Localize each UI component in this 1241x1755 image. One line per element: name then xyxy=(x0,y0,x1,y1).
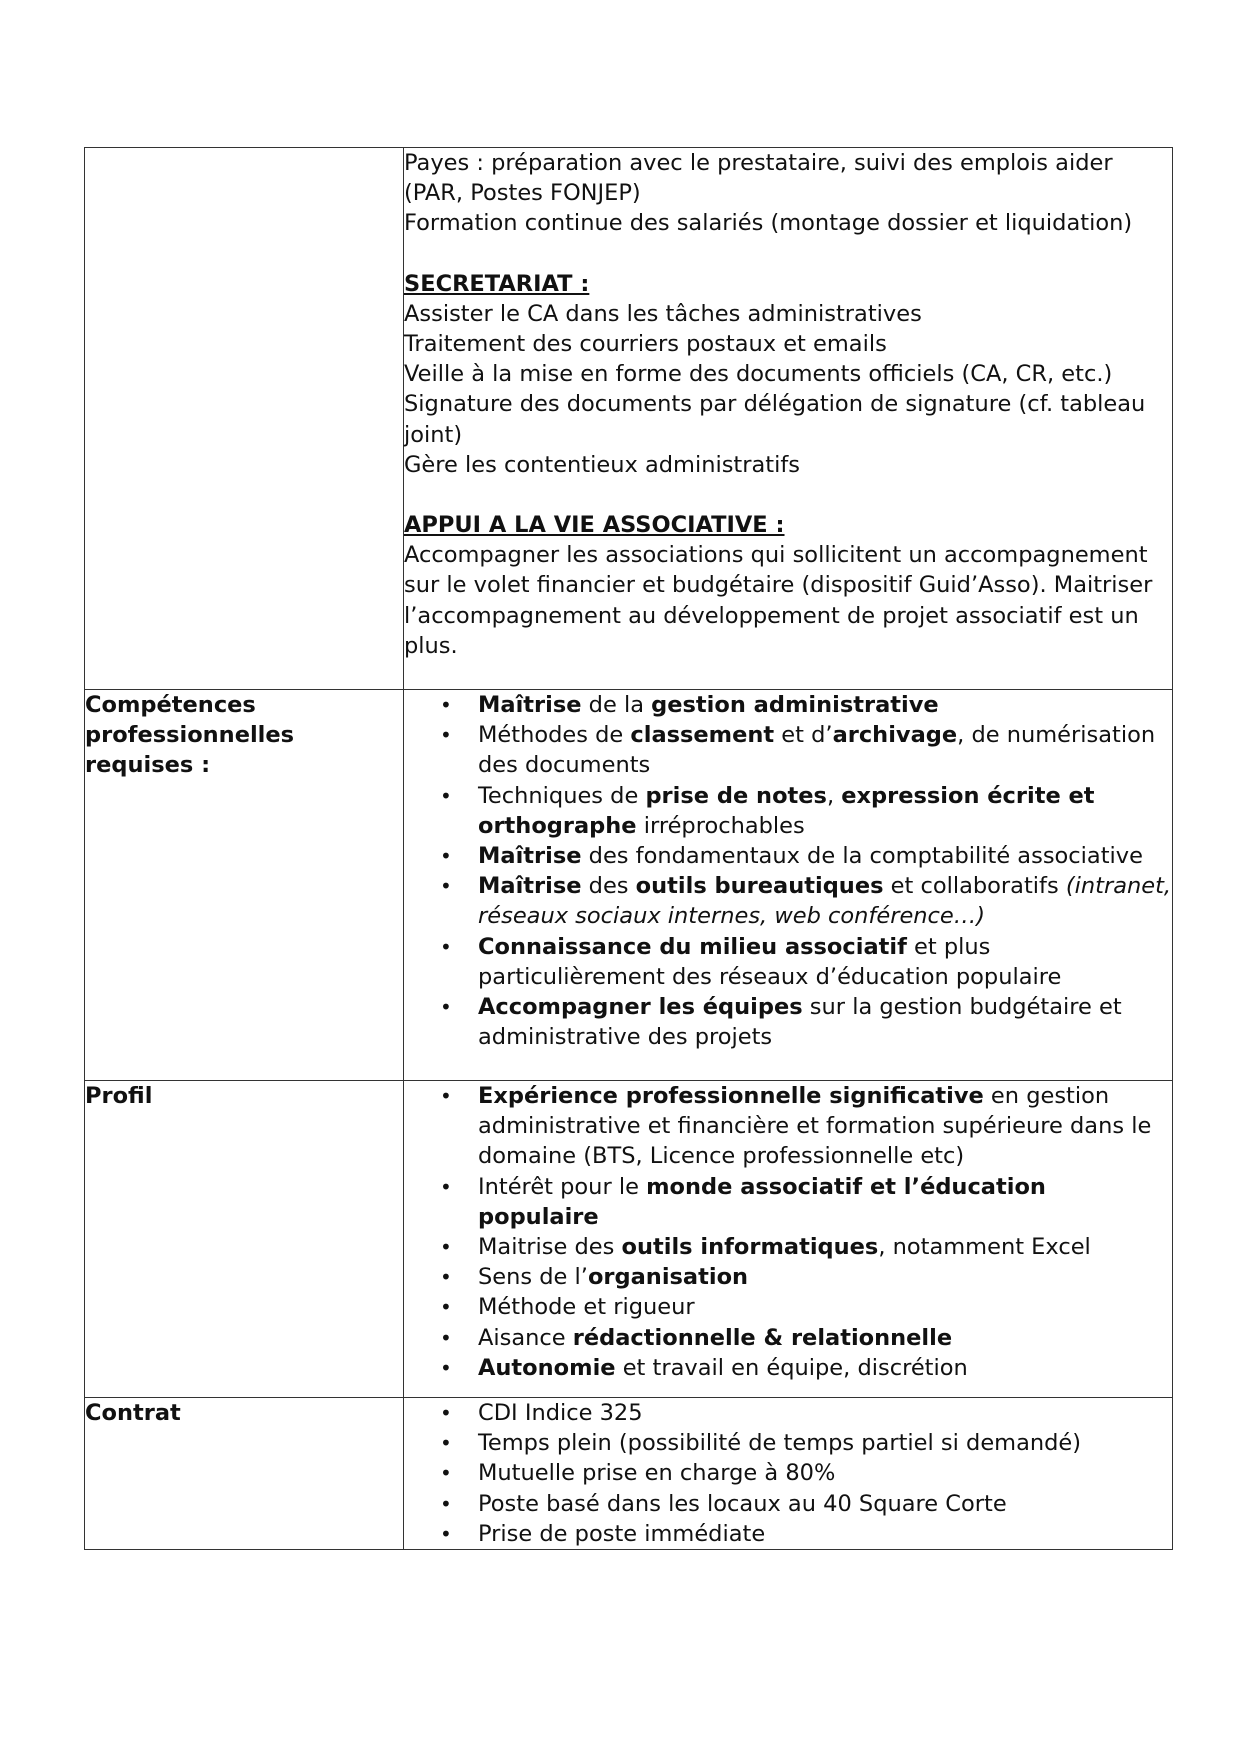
text-run: , notamment Excel xyxy=(878,1234,1091,1261)
secretariat-line: Assister le CA dans les tâches administratives xyxy=(404,300,922,327)
row-missions-continued xyxy=(85,148,1173,690)
text-run: des fondamentaux de la comptabilité associative xyxy=(581,843,1143,870)
list-item xyxy=(478,1232,1172,1262)
row-competences xyxy=(85,690,1173,1081)
list-item xyxy=(478,871,1172,931)
bold-text: outils bureautiques xyxy=(635,873,884,900)
competences-list xyxy=(404,690,1172,1052)
text-run: en gestion administrative et financière et formation supérieure dans le domaine (BTS, Licence professionnelle etc) xyxy=(478,1083,1152,1170)
row-label-competences: Compétences professionnelles requises : xyxy=(85,690,404,1081)
text-run: Poste basé dans les locaux au 40 Square Corte xyxy=(478,1490,1007,1517)
list-item xyxy=(478,992,1172,1052)
text-run: Intérêt pour le xyxy=(478,1173,647,1200)
list-item xyxy=(478,1172,1172,1232)
appui-paragraph: Accompagner les associations qui sollicitent un accompagnement sur le volet financier et budgétaire (dispositif Guid’Asso). Maitriser l’accompagnement au développement de projet associatif est un plus. xyxy=(404,542,1153,659)
text-run: Aisance xyxy=(478,1324,573,1351)
section-title-secretariat: SECRETARIAT : xyxy=(404,270,590,297)
section-title-appui: APPUI A LA VIE ASSOCIATIVE : xyxy=(404,512,785,539)
text-run: de la xyxy=(581,692,652,718)
secretariat-line: Signature des documents par délégation de signature (cf. tableau joint) xyxy=(404,391,1146,448)
text-run: Méthode et rigueur xyxy=(478,1294,695,1321)
text-run: et d’ xyxy=(774,722,833,749)
bold-text: organisation xyxy=(587,1264,749,1291)
competences-cell xyxy=(404,690,1173,1081)
profil-list xyxy=(404,1081,1172,1383)
text-run: Techniques de xyxy=(478,782,646,809)
text-run: irréprochables xyxy=(636,812,805,839)
bold-text: outils informatiques xyxy=(621,1234,879,1261)
secretariat-line: Veille à la mise en forme des documents officiels (CA, CR, etc.) xyxy=(404,361,1113,388)
bold-text: Connaissance du milieu associatif xyxy=(478,933,907,960)
job-description-table xyxy=(84,147,1173,1550)
list-item xyxy=(478,1519,1172,1549)
bold-text: Maîtrise xyxy=(478,692,582,718)
text-run: Sens de l’ xyxy=(478,1264,588,1291)
list-item xyxy=(478,690,1172,720)
list-item xyxy=(478,1292,1172,1322)
bold-text: rédactionnelle & relationnelle xyxy=(572,1324,953,1351)
bold-text: Autonomie xyxy=(478,1354,616,1381)
bold-text: Accompagner les équipes xyxy=(478,994,803,1021)
bold-text: Expérience professionnelle significative xyxy=(478,1083,984,1109)
list-item xyxy=(478,1428,1172,1458)
secretariat-line: Traitement des courriers postaux et emails xyxy=(404,331,887,358)
list-item xyxy=(478,781,1172,841)
row-label-contrat: Contrat xyxy=(85,1398,404,1550)
text-run: Temps plein (possibilité de temps partiel si demandé) xyxy=(478,1430,1082,1457)
text-run: et plus particulièrement des réseaux d’éducation populaire xyxy=(478,933,1062,990)
list-item xyxy=(478,1081,1172,1172)
list-item xyxy=(478,1323,1172,1353)
row-contrat xyxy=(85,1398,1173,1550)
bold-text: gestion administrative xyxy=(651,692,939,718)
row-label-empty xyxy=(85,148,404,690)
bold-text: prise de notes xyxy=(645,782,827,809)
text-run: Prise de poste immédiate xyxy=(478,1520,766,1547)
list-item xyxy=(478,1398,1172,1428)
text-run: , xyxy=(826,782,842,809)
text-run: Mutuelle prise en charge à 80% xyxy=(478,1460,836,1487)
text-run: Méthodes de xyxy=(478,722,631,749)
bold-text: Maîtrise xyxy=(478,873,582,900)
text-run: et travail en équipe, discrétion xyxy=(615,1354,968,1381)
italic-text: (intranet, réseaux sociaux internes, web conférence…) xyxy=(478,873,1172,930)
text-run: sur la gestion budgétaire et administrative des projets xyxy=(478,994,1122,1051)
row-label-profil: Profil xyxy=(85,1081,404,1398)
bold-text: Maîtrise xyxy=(478,843,582,870)
missions-cell xyxy=(404,148,1173,690)
text-run: des xyxy=(581,873,636,900)
bold-text: archivage xyxy=(832,722,958,749)
spacer xyxy=(404,480,1172,510)
spacer xyxy=(404,239,1172,269)
list-item xyxy=(478,932,1172,992)
list-item xyxy=(478,1489,1172,1519)
line-formation: Formation continue des salariés (montage dossier et liquidation) xyxy=(404,210,1133,237)
text-run: CDI Indice 325 xyxy=(478,1400,643,1426)
bold-text: monde associatif et l’éducation populaire xyxy=(478,1173,1046,1230)
profil-cell xyxy=(404,1081,1173,1398)
contrat-cell xyxy=(404,1398,1173,1550)
text-run: Maitrise des xyxy=(478,1234,622,1261)
text-run: et collaboratifs xyxy=(883,873,1066,900)
list-item xyxy=(478,841,1172,871)
list-item xyxy=(478,720,1172,780)
bold-text: expression écrite et orthographe xyxy=(478,782,1095,839)
list-item xyxy=(478,1262,1172,1292)
bold-text: classement xyxy=(630,722,775,749)
text-run: , de numérisation des documents xyxy=(478,722,1156,779)
list-item xyxy=(478,1458,1172,1488)
secretariat-line: Gère les contentieux administratifs xyxy=(404,451,801,478)
contrat-list xyxy=(404,1398,1172,1549)
line-payes: Payes : préparation avec le prestataire, suivi des emplois aider (PAR, Postes FONJEP) xyxy=(404,150,1113,207)
list-item xyxy=(478,1353,1172,1383)
row-profil xyxy=(85,1081,1173,1398)
